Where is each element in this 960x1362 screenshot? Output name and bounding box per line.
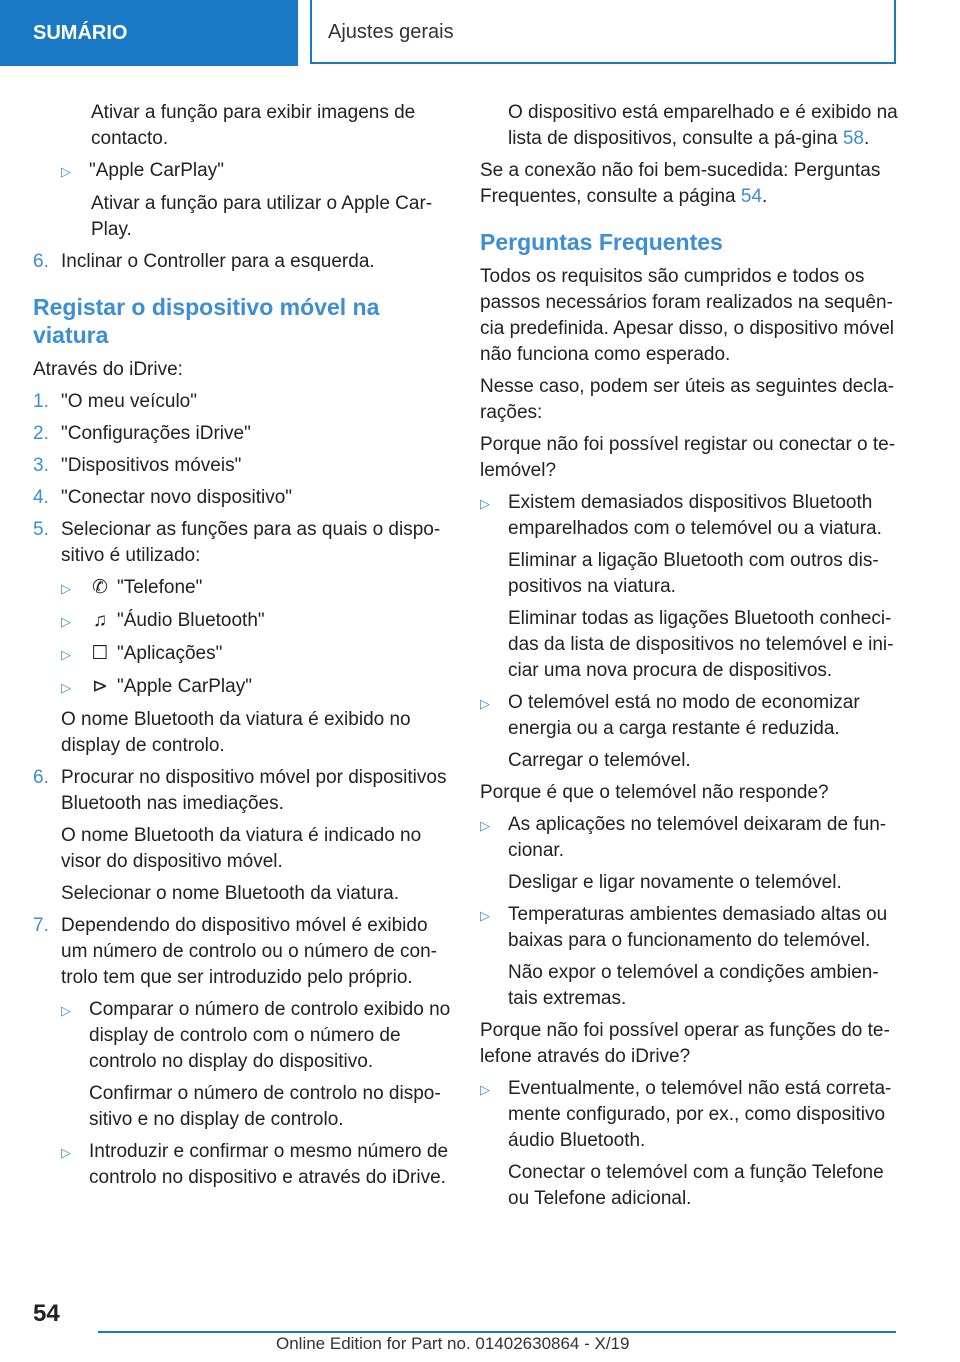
footer-divider (98, 1331, 896, 1333)
paragraph: O dispositivo está emparelhado e é exibido na lista de dispositivos, consulte a pá-gina 58. (508, 102, 898, 149)
paragraph: Todos os requisitos são cumpridos e todos os passos necessários foram realizados na sequên-cia predefinida. Apesar disso, o dispositivo móvel não funciona como esperado. (480, 266, 895, 365)
apps-icon: ☐ (91, 643, 109, 664)
paragraph: Nesse caso, podem ser úteis as seguintes decla-rações: (480, 376, 894, 423)
paragraph: Carregar o telemóvel. (508, 750, 691, 771)
bullet-item (33, 1139, 451, 1191)
page-link[interactable]: 58 (842, 128, 864, 149)
paragraph: Selecionar o nome Bluetooth da viatura. (61, 883, 399, 904)
paragraph: Ativar a função para exibir imagens de contacto. (91, 102, 416, 149)
paragraph-text: Se a conexão não foi bem-sucedida: Perguntas Frequentes, consulte a página (480, 160, 881, 207)
bullet-item (33, 674, 451, 701)
paragraph: O nome Bluetooth da viatura é exibido no display de controlo. (61, 709, 411, 756)
bullet-text: "Apple CarPlay" (89, 160, 224, 181)
bullet-item (33, 158, 451, 185)
bullet-text: Eventualmente, o telemóvel não está correta-mente configurado, por ex., como dispositivo áudio Bluetooth. (508, 1078, 892, 1151)
bullet-item (33, 575, 451, 602)
bullet-item (480, 690, 898, 742)
step-number: 4. (33, 487, 49, 508)
bullet-item (33, 641, 451, 668)
bullet-text: Temperaturas ambientes demasiado altas ou baixas para o funcionamento do telemóvel. (508, 904, 888, 951)
step-number: 6. (33, 767, 49, 788)
step-number: 6. (33, 251, 49, 272)
paragraph: Se a conexão não foi bem-sucedida: Perguntas Frequentes, consulte a página 54. (480, 160, 881, 207)
triangle-bullet-icon: ▷ (61, 581, 71, 596)
step-item (33, 913, 451, 991)
step-text: "O meu veículo" (61, 391, 197, 412)
paragraph: Eliminar todas as ligações Bluetooth conheci-das da lista de dispositivos no telemóvel e ini-ciar uma nova procura de dispositivos. (508, 608, 894, 681)
function-label: "Aplicações" (117, 643, 223, 664)
music-note-icon: ♫ (92, 610, 108, 631)
step-text: "Configurações iDrive" (61, 423, 251, 444)
bullet-item (480, 1076, 898, 1154)
step-item (33, 765, 451, 817)
function-label: "Telefone" (117, 577, 203, 598)
step-item (33, 389, 451, 415)
step-number: 2. (33, 423, 49, 444)
step-text: "Dispositivos móveis" (61, 455, 242, 476)
phone-icon: ✆ (92, 577, 108, 598)
play-circle-icon: ⊳ (92, 676, 108, 697)
page-link[interactable]: 54 (740, 186, 763, 207)
step-text: "Conectar novo dispositivo" (61, 487, 293, 508)
step-number: 7. (33, 915, 49, 936)
paragraph: Desligar e ligar novamente o telemóvel. (508, 872, 842, 893)
question: Porque não foi possível operar as funções do te-lefone através do iDrive? (480, 1020, 890, 1067)
footer-edition: Online Edition for Part no. 01402630864 - X/19 (276, 1334, 630, 1353)
bullet-text: Introduzir e confirmar o mesmo número de controlo no dispositivo e através do iDrive. (89, 1141, 449, 1188)
function-label: "Áudio Bluetooth" (117, 610, 265, 631)
step-item (33, 485, 451, 511)
bullet-text: O telemóvel está no modo de economizar energia ou a carga restante é reduzida. (508, 692, 860, 739)
summary-tab[interactable]: SUMÁRIO (0, 0, 298, 66)
paragraph: Conectar o telemóvel com a função Telefone ou Telefone adicional. (508, 1162, 884, 1209)
step-number: 5. (33, 519, 49, 540)
left-column (33, 100, 451, 1197)
paragraph: Eliminar a ligação Bluetooth com outros dis-positivos na viatura. (508, 550, 879, 597)
bullet-item (33, 608, 451, 635)
triangle-bullet-icon: ▷ (480, 496, 490, 511)
page-number: 54 (33, 1300, 60, 1327)
step-number: 3. (33, 455, 49, 476)
triangle-bullet-icon: ▷ (61, 1003, 71, 1018)
bullet-text: Comparar o número de controlo exibido no display de controlo com o número de controlo no display do dispositivo. (89, 999, 451, 1072)
bullet-item (480, 490, 898, 542)
triangle-bullet-icon: ▷ (61, 614, 71, 629)
bullet-item (480, 812, 898, 864)
right-column (480, 100, 898, 1218)
bullet-text: As aplicações no telemóvel deixaram de fun-cionar. (508, 814, 887, 861)
triangle-bullet-icon: ▷ (61, 164, 71, 179)
triangle-bullet-icon: ▷ (480, 908, 490, 923)
bullet-item (33, 997, 451, 1075)
triangle-bullet-icon: ▷ (61, 647, 71, 662)
step-item (33, 517, 451, 569)
triangle-bullet-icon: ▷ (480, 696, 490, 711)
step-item (33, 421, 451, 447)
triangle-bullet-icon: ▷ (61, 680, 71, 695)
question: Porque é que o telemóvel não responde? (480, 782, 829, 803)
function-label: "Apple CarPlay" (117, 676, 252, 697)
triangle-bullet-icon: ▷ (480, 1082, 490, 1097)
paragraph: O nome Bluetooth da viatura é indicado no visor do dispositivo móvel. (61, 825, 422, 872)
step-item (33, 249, 451, 275)
step-item (33, 453, 451, 479)
step-number: 1. (33, 391, 49, 412)
paragraph: Ativar a função para utilizar o Apple Car-Play. (91, 193, 433, 240)
bullet-item (480, 902, 898, 954)
step-text: Inclinar o Controller para a esquerda. (61, 251, 375, 272)
paragraph-text: O dispositivo está emparelhado e é exibido na lista de dispositivos, consulte a pá-gina (508, 102, 898, 149)
intro-text: Através do iDrive: (33, 359, 183, 380)
triangle-bullet-icon: ▷ (480, 818, 490, 833)
bullet-text: Existem demasiados dispositivos Bluetooth emparelhados com o telemóvel ou a viatura. (508, 492, 882, 539)
paragraph: Confirmar o número de controlo no dispo-sitivo e no display de controlo. (89, 1083, 441, 1130)
section-tab: Ajustes gerais (310, 0, 896, 64)
section-heading: Registar o dispositivo móvel na viatura (33, 294, 380, 348)
question: Porque não foi possível registar ou conectar o te-lemóvel? (480, 434, 896, 481)
step-text: Procurar no dispositivo móvel por dispositivos Bluetooth nas imediações. (61, 767, 447, 814)
header (0, 0, 960, 66)
section-heading: Perguntas Frequentes (480, 229, 723, 255)
step-text: Dependendo do dispositivo móvel é exibido um número de controlo ou o número de con-trolo tem que ser introduzido pelo próprio. (61, 915, 437, 988)
step-text: Selecionar as funções para as quais o dispo-sitivo é utilizado: (61, 519, 441, 566)
paragraph: Não expor o telemóvel a condições ambien-tais extremas. (508, 962, 879, 1009)
triangle-bullet-icon: ▷ (61, 1145, 71, 1160)
